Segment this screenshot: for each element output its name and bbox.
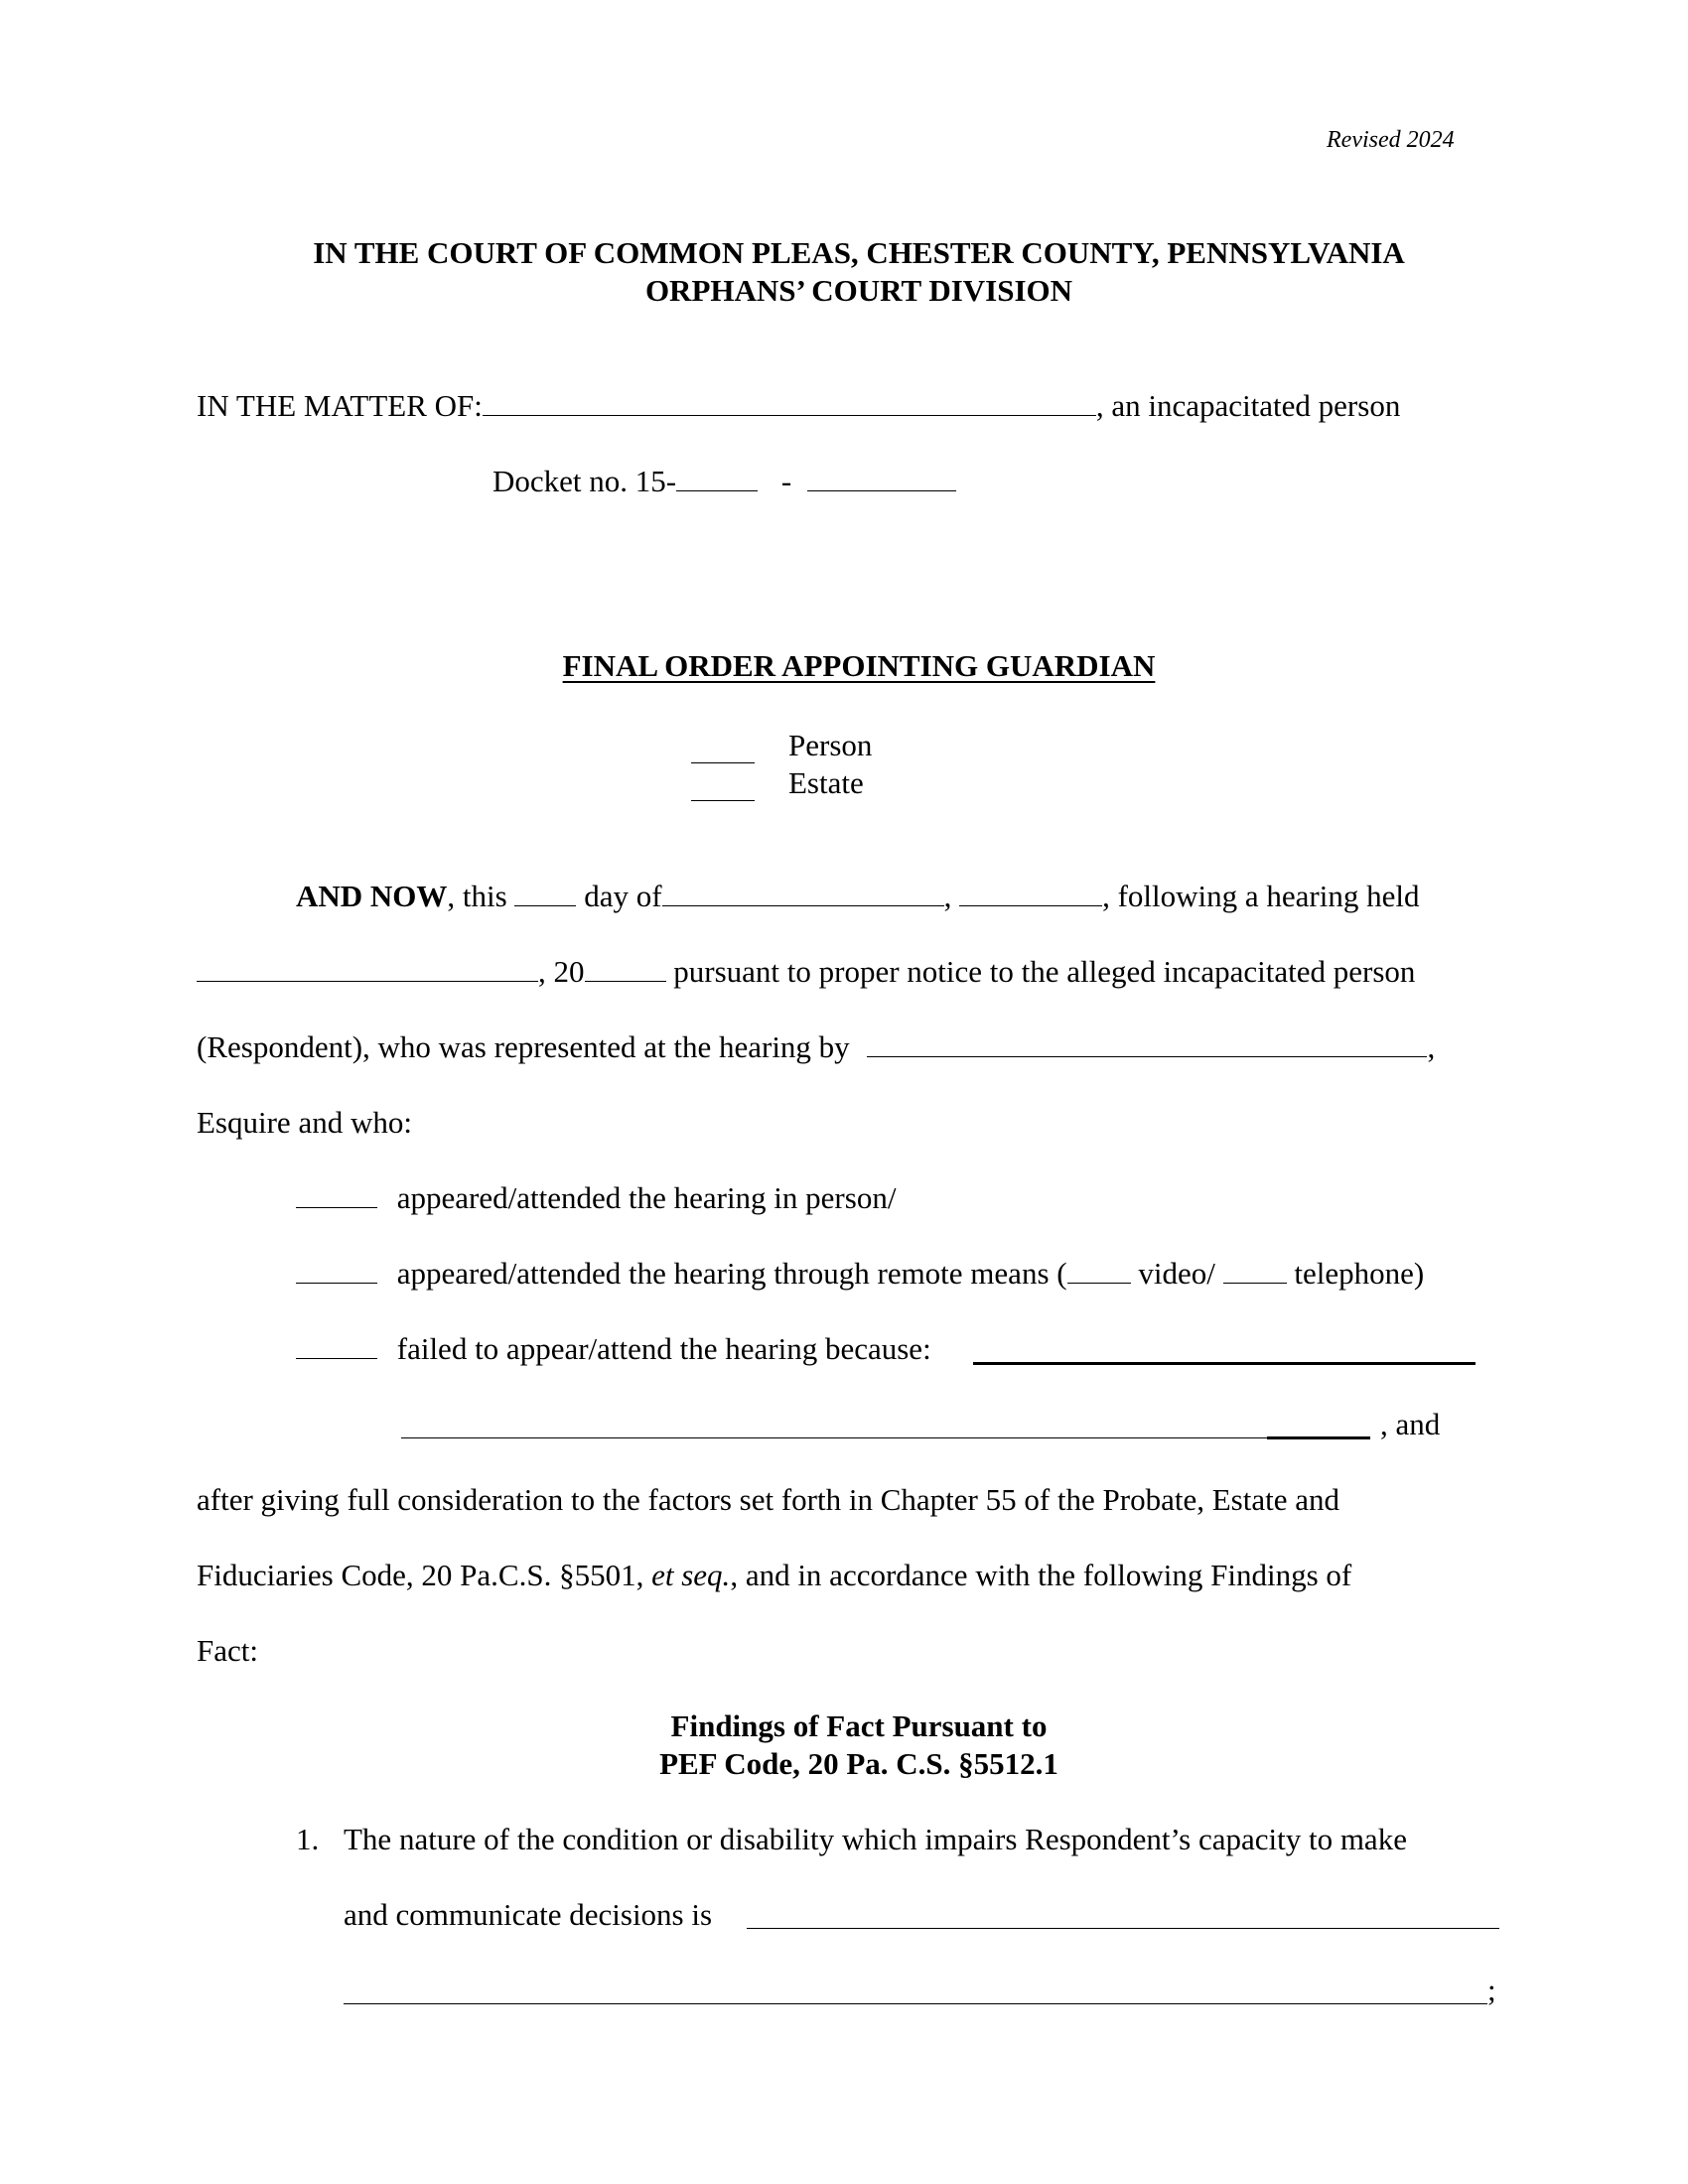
guardian-type-estate: Estate <box>788 765 864 800</box>
docket-year-field[interactable] <box>676 489 758 491</box>
docket-line <box>492 463 956 500</box>
order-title: FINAL ORDER APPOINTING GUARDIAN <box>562 648 1156 683</box>
respondent-text: (Respondent), who was represented at the hearing by <box>197 1029 850 1064</box>
consideration-text: after giving full consideration to the factors set forth in Chapter 55 of the Probate, Estate and <box>197 1482 1339 1517</box>
attorney-name-field[interactable] <box>867 1055 1427 1057</box>
guardian-type-person: Person <box>788 728 873 762</box>
pursuant-text: pursuant to proper notice to the alleged incapacitated person <box>673 954 1416 989</box>
twenty-text: , 20 <box>538 954 585 989</box>
and-now: AND NOW <box>296 879 448 913</box>
fact-text: Fact: <box>197 1633 258 1668</box>
court-heading-line1: IN THE COURT OF COMMON PLEAS, CHESTER COUNTY, PENNSYLVANIA <box>313 235 1405 270</box>
in-person-checkbox[interactable] <box>296 1206 377 1208</box>
failure-reason-field[interactable] <box>973 1362 1476 1365</box>
respondent-line <box>197 1028 1435 1066</box>
telephone-text: telephone) <box>1294 1256 1425 1291</box>
attendance-remote <box>296 1255 1424 1293</box>
condition-continuation-field[interactable] <box>344 2003 1487 2004</box>
hearing-date-line <box>197 953 1415 991</box>
court-heading-line2: ORPHANS’ COURT DIVISION <box>644 273 1073 308</box>
failure-reason-end-field[interactable] <box>1267 1436 1370 1439</box>
month-field[interactable] <box>662 904 944 906</box>
et-seq-text: et seq. <box>651 1558 731 1592</box>
matter-line <box>197 387 1400 425</box>
remote-text: appeared/attended the hearing through remote means ( <box>396 1256 1067 1291</box>
day-of-text: day of <box>584 879 662 913</box>
and-now-line <box>296 878 1419 915</box>
fiduciaries-line <box>197 1557 1351 1594</box>
matter-suffix: , an incapacitated person <box>1095 388 1401 423</box>
hearing-year-field[interactable] <box>585 980 666 982</box>
finding-item-line2: and communicate decisions is <box>344 1897 713 1932</box>
video-checkbox[interactable] <box>1067 1282 1131 1284</box>
attendance-in-person <box>296 1179 896 1217</box>
failure-reason-continuation-field[interactable] <box>401 1437 1267 1438</box>
respondent-name-field[interactable] <box>483 414 1096 416</box>
and-text: , and <box>1380 1407 1441 1441</box>
remote-checkbox[interactable] <box>296 1282 377 1284</box>
matter-label: IN THE MATTER OF: <box>197 388 483 423</box>
condition-field[interactable] <box>747 1928 1499 1929</box>
docket-number-field[interactable] <box>807 489 956 491</box>
attendance-failed <box>296 1330 931 1368</box>
in-person-text: appeared/attended the hearing in person/ <box>396 1180 897 1215</box>
following-text: , following a hearing held <box>1102 879 1420 913</box>
telephone-checkbox[interactable] <box>1223 1282 1287 1284</box>
fiduciaries-text-a: Fiduciaries Code, 20 Pa.C.S. §5501, <box>197 1558 644 1592</box>
failed-checkbox[interactable] <box>296 1357 377 1359</box>
trailing-comma: , <box>1427 1029 1436 1064</box>
year-field[interactable] <box>959 904 1102 906</box>
estate-checkbox[interactable] <box>691 800 755 801</box>
revision-note: Revised 2024 <box>1327 127 1455 153</box>
semicolon: ; <box>1487 1973 1496 2007</box>
comma-text: , <box>943 879 952 913</box>
esquire-text: Esquire and who: <box>197 1105 412 1140</box>
findings-heading-line2: PEF Code, 20 Pa. C.S. §5512.1 <box>659 1746 1058 1781</box>
docket-label: Docket no. 15- <box>492 464 677 498</box>
finding-item-line1: The nature of the condition or disability which impairs Respondent’s capacity to make <box>344 1822 1407 1856</box>
day-field[interactable] <box>514 904 576 906</box>
hearing-date-field[interactable] <box>197 980 538 982</box>
this-text: , this <box>447 879 507 913</box>
finding-item-number: 1. <box>296 1822 320 1856</box>
failed-text: failed to appear/attend the hearing because: <box>396 1331 931 1366</box>
person-checkbox[interactable] <box>691 762 755 763</box>
video-text: video/ <box>1138 1256 1215 1291</box>
fiduciaries-text-b: , and in accordance with the following Findings of <box>730 1558 1352 1592</box>
findings-heading-line1: Findings of Fact Pursuant to <box>670 1708 1048 1743</box>
docket-separator: - <box>780 464 792 498</box>
